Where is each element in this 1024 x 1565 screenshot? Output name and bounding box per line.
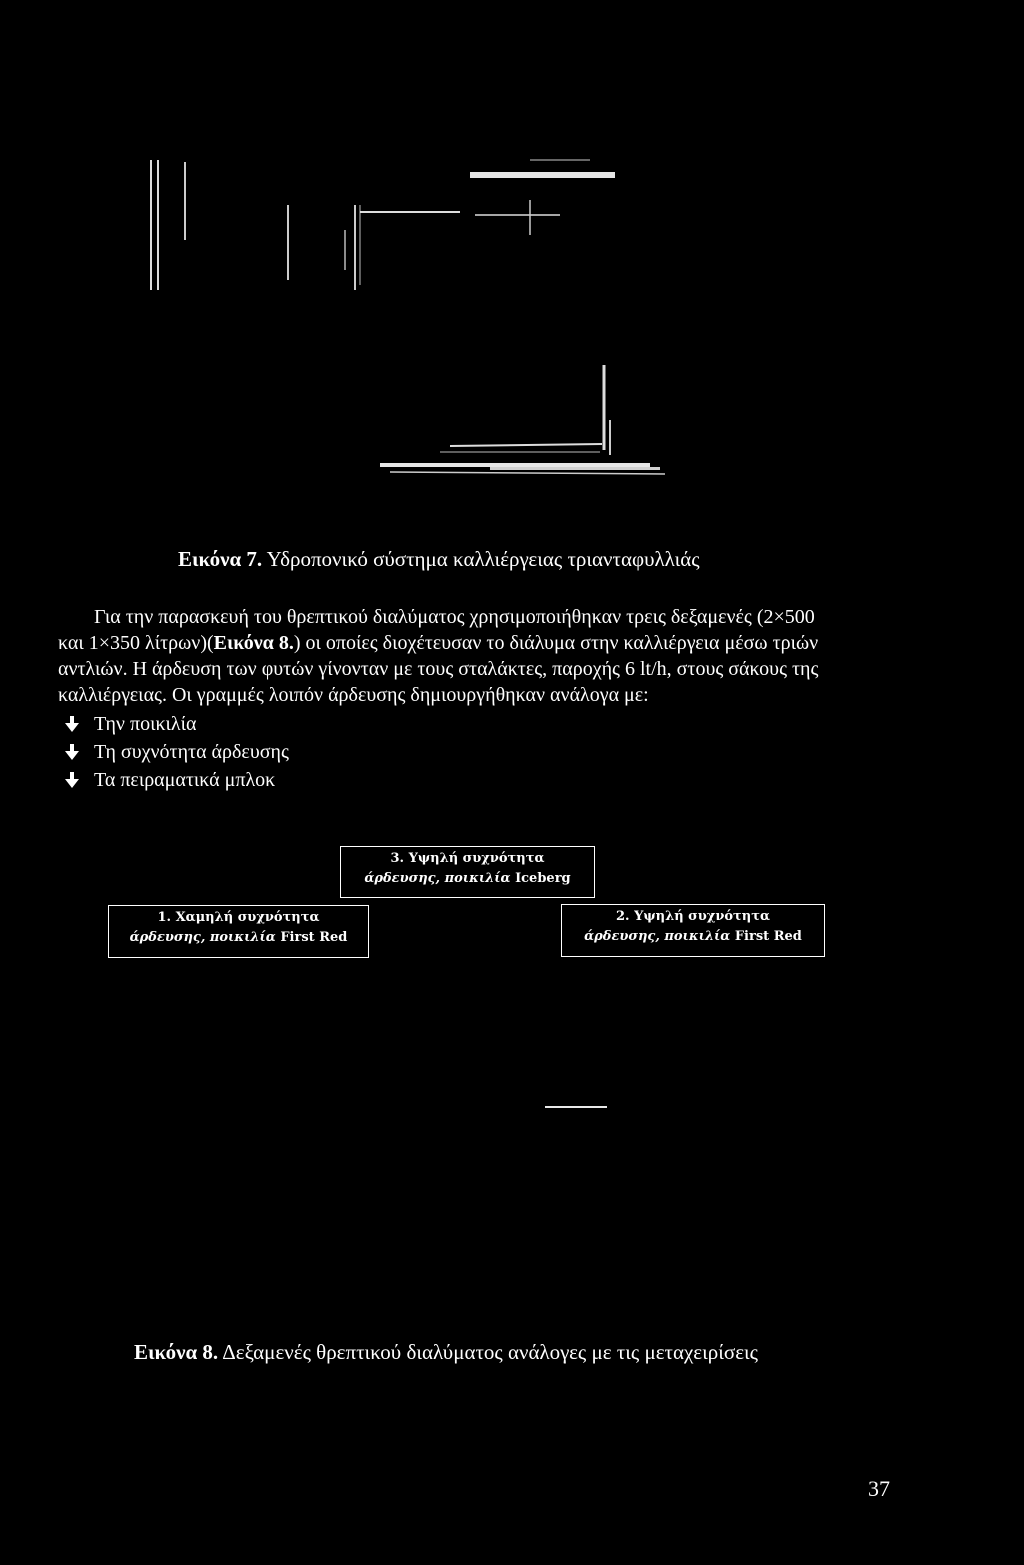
tank-variety: Iceberg [515,871,571,886]
page-number: 37 [868,1476,890,1501]
figure7-caption [178,547,700,571]
tank-label-1 [108,905,369,958]
figure7-caption-text: Υδροπονικό σύστημα καλλιέργειας τριανταφυλλιάς [262,547,700,571]
tank-label-detail [113,928,364,948]
tank-label-detail [345,869,590,889]
figure7-caption-label: Εικόνα 7. [178,547,263,571]
tank-label-detail [566,927,820,947]
figure8-reference: Εικόνα 8. [213,632,294,654]
hydroponic-system-photo [90,120,730,500]
tank-variety: First Red [734,929,802,944]
tank-label-title: 3. Υψηλή συχνότητα [390,851,545,866]
figure7-photo [90,120,730,500]
tank-label-3 [340,846,595,898]
body-paragraph [58,604,968,708]
bullet-text: Την ποικιλία [94,713,197,735]
paragraph-line-2-end: ) οι οποίες διοχέτευσαν το διάλυμα στην καλλιέργεια μέσω τριών [293,632,819,654]
paragraph-line-2-start: και 1×350 λίτρων)( [58,632,214,654]
tank-variety: First Red [280,930,348,945]
bullet-text: Τη συχνότητα άρδευσης [94,741,289,763]
list-item [62,738,289,766]
tank-label-title: 1. Χαμηλή συχνότητα [157,910,320,925]
tank-label-detail-text: άρδευσης, ποικιλία [129,930,281,945]
photo-detail-line [545,1106,607,1108]
bullet-text: Τα πειραματικά μπλοκ [94,769,276,791]
bullet-list [62,710,289,794]
paragraph-line-3: αντλιών. Η άρδευση των φυτών γίνονταν με τους σταλάκτες, παροχής 6 lt/h, στους σάκους της [58,658,819,680]
figure8-caption [134,1340,758,1364]
figure8-caption-label: Εικόνα 8. [134,1340,219,1364]
arrow-down-icon [62,770,82,790]
list-item [62,710,289,738]
tank-label-title: 2. Υψηλή συχνότητα [616,909,770,924]
arrow-down-icon [62,714,82,734]
tank-label-detail-text: άρδευσης, ποικιλία [364,871,516,886]
tank-label-detail-text: άρδευσης, ποικιλία [584,929,735,944]
arrow-down-icon [62,742,82,762]
paragraph-line-2 [58,630,968,656]
paragraph-line-1: Για την παρασκευή του θρεπτικού διαλύματος χρησιμοποιήθηκαν τρεις δεξαμενές (2×500 [94,606,815,628]
figure8-caption-text: Δεξαμενές θρεπτικού διαλύματος ανάλογες με τις μεταχειρίσεις [218,1340,758,1364]
paragraph-line-4: καλλιέργειας. Οι γραμμές λοιπόν άρδευσης δημιουργήθηκαν ανάλογα με: [58,684,649,706]
tank-label-2 [561,904,825,957]
list-item [62,766,289,794]
